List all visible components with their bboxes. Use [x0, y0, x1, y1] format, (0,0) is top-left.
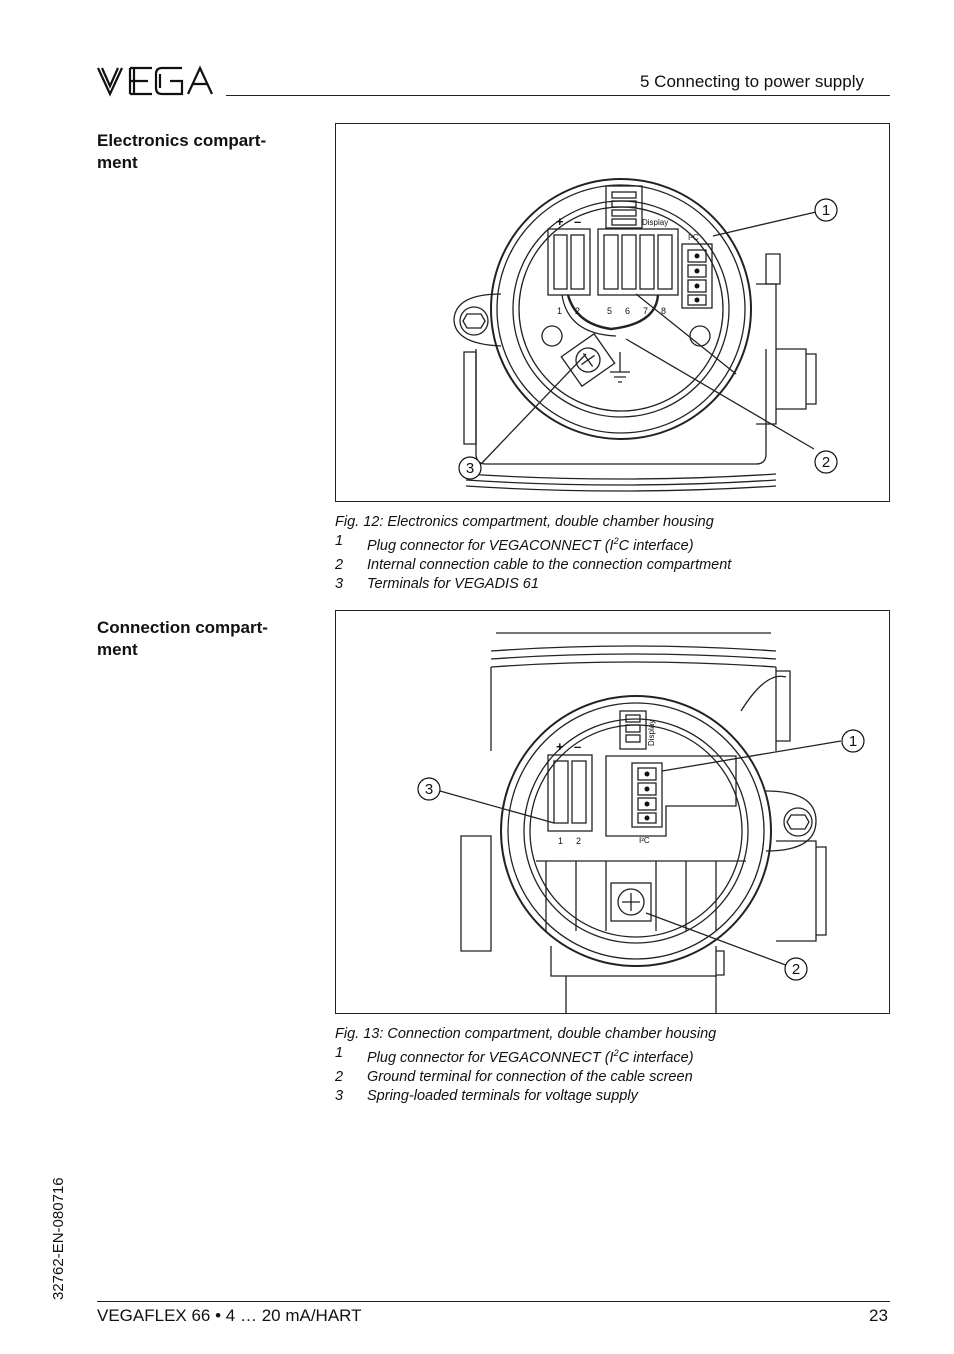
document-code: 32762-EN-080716: [50, 1177, 67, 1300]
terminal-number: 1: [557, 306, 563, 316]
terminal-number: 2: [575, 306, 581, 316]
caption-title: Fig. 13: Connection compartment, double chamber housing: [335, 1026, 717, 1042]
terminal-minus-label: –: [574, 739, 582, 754]
i2c-label: I²C: [688, 233, 699, 242]
caption-item-text: Ground terminal for connection of the cable screen: [367, 1068, 693, 1085]
caption-item-text: [367, 1044, 694, 1068]
caption-item: [335, 1044, 895, 1068]
caption-item-number: 1: [335, 533, 344, 549]
caption-text-part: C interface): [618, 1049, 694, 1066]
vega-logo: [96, 64, 214, 98]
figure-13-connection-compartment: [335, 610, 890, 1014]
footer-rule: [97, 1301, 890, 1302]
callout-3: 3: [465, 460, 475, 477]
display-label: Display: [642, 218, 669, 227]
electronics-compartment-heading: [97, 130, 266, 174]
figure-12-caption: [335, 513, 895, 594]
terminal-plus-label: +: [556, 214, 564, 229]
caption-item-text: Terminals for VEGADIS 61: [367, 575, 539, 592]
terminal-number: 5: [607, 306, 613, 316]
caption-item: [335, 1087, 895, 1106]
terminal-number: 1: [558, 836, 564, 846]
caption-item: [335, 575, 895, 594]
caption-superscript: 2: [613, 536, 619, 546]
caption-item-number: 3: [335, 1087, 344, 1104]
terminal-number: 7: [643, 306, 649, 316]
caption-item-number: 3: [335, 575, 344, 592]
terminal-number: 2: [576, 836, 582, 846]
caption-item: [335, 1068, 895, 1087]
caption-item-text: Internal connection cable to the connection compartment: [367, 556, 732, 573]
caption-text-part: Plug connector for VEGACONNECT (I: [367, 1049, 614, 1066]
callout-3: 3: [424, 781, 434, 798]
header-rule: [226, 95, 890, 96]
footer-product: VEGAFLEX 66 • 4 … 20 mA/HART: [97, 1306, 362, 1325]
caption-text-part: Plug connector for VEGACONNECT (I: [367, 537, 614, 554]
figure-12-electronics-compartment: [335, 123, 890, 502]
heading-line: Connection compart-: [97, 618, 268, 637]
caption-title: Fig. 12: Electronics compartment, double chamber housing: [335, 514, 714, 530]
connection-compartment-heading: [97, 617, 268, 661]
i2c-label: I²C: [639, 836, 650, 845]
heading-line: Electronics compart-: [97, 131, 267, 150]
heading-line: ment: [97, 153, 138, 172]
caption-item-number: 1: [335, 1045, 344, 1061]
section-title: 5 Connecting to power supply: [640, 72, 864, 91]
callout-1: 1: [848, 733, 858, 750]
caption-superscript: 2: [613, 1048, 619, 1058]
caption-item: [335, 556, 895, 575]
caption-item: [335, 532, 895, 556]
heading-line: ment: [97, 640, 138, 659]
callout-1: 1: [821, 202, 831, 219]
callout-2: 2: [821, 454, 831, 471]
terminal-number: 8: [661, 306, 667, 316]
figure-13-caption: [335, 1025, 895, 1106]
page-number: 23: [869, 1306, 888, 1325]
callout-2: 2: [791, 961, 801, 978]
terminal-plus-label: +: [556, 739, 564, 754]
connection-compartment-drawing: [336, 611, 889, 1013]
terminal-minus-label: –: [574, 214, 582, 229]
caption-item-text: Spring-loaded terminals for voltage supply: [367, 1087, 638, 1104]
electronics-compartment-drawing: [336, 124, 889, 501]
caption-item-text: [367, 532, 694, 556]
caption-text-part: C interface): [618, 537, 694, 554]
terminal-number: 6: [625, 306, 631, 316]
caption-item-number: 2: [335, 556, 344, 573]
display-label: Display: [647, 719, 656, 746]
caption-item-number: 2: [335, 1068, 344, 1085]
